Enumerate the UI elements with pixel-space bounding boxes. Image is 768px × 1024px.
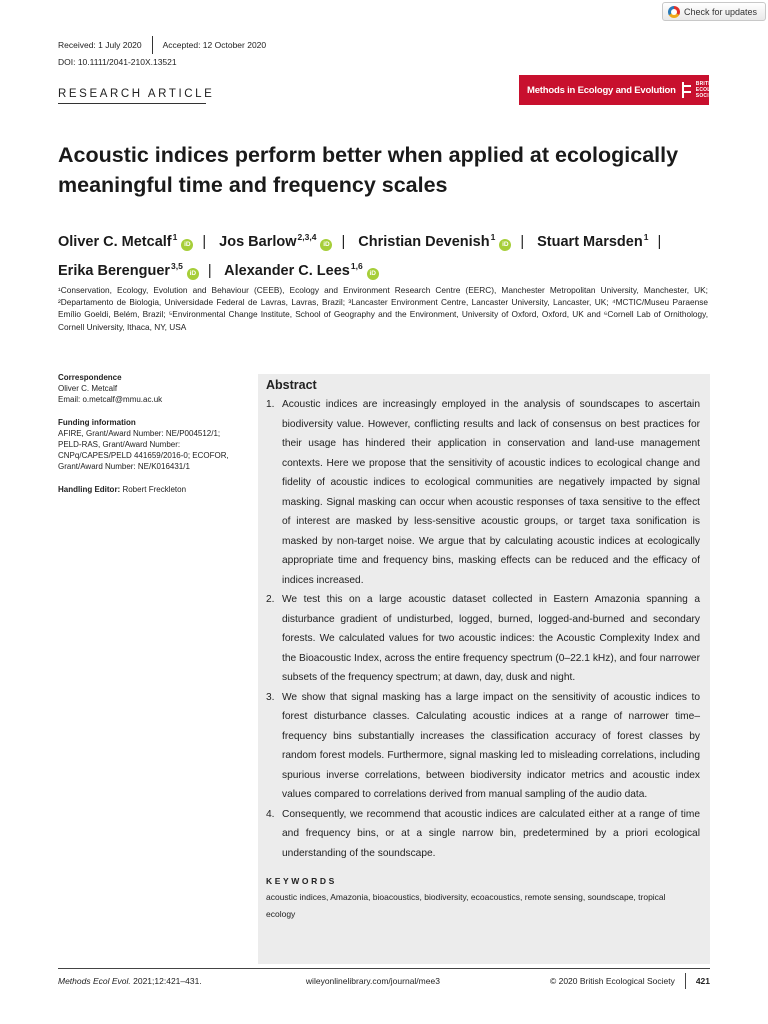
abstract-heading: Abstract (266, 378, 317, 392)
abstract-item-text: Acoustic indices are increasingly employed in the analysis of soundscapes to ascertain biodiversity value. However, conflicting results and lack of consensus on best practices for their usage has hindered their application in conservation and land-use management contexts. Here we propose that the sensitivity of acoustic indices to ecological change and fidelity of acoustic indices to ecological communities are negatively impacted by signal masking. Signal masking can occur when acoustic responses of taxa sensitive to the effect of interest are masked by less-sensitive acoustic groups, or target taxa sonification is masked by non-target noise. We argue that by calculating acoustic indices at ecologically appropriate time and frequency bins, masking effects can be reduced and the efficacy of indices increased. (282, 399, 700, 586)
correspondence-name: Oliver C. Metcalf (58, 384, 118, 394)
accepted-date: Accepted: 12 October 2020 (162, 40, 267, 50)
abstract-item (266, 395, 702, 590)
check-for-updates-button[interactable] (662, 2, 766, 21)
article-info-sidebar (58, 372, 230, 506)
funding-text: AFIRE, Grant/Award Number: NE/P004512/1; PELD-RAS, Grant/Award Number: CNPq/CAPES/PELD 441659/2016-0; ECOFOR, Grant/Award Number: NE/K016431/1 (58, 428, 229, 472)
orcid-icon[interactable]: iD (499, 239, 511, 251)
author-affiliation-sup: 1 (490, 232, 496, 242)
author-2[interactable] (358, 234, 511, 250)
footer-copyright: © 2020 British Ecological Society (549, 976, 675, 986)
author-4[interactable] (58, 263, 199, 279)
author-5[interactable] (224, 263, 379, 279)
date-separator (152, 36, 153, 54)
editor-block (58, 484, 230, 495)
page-number: 421 (695, 976, 710, 986)
received-accepted-dates (58, 36, 266, 54)
orcid-icon[interactable]: iD (187, 268, 199, 280)
author-3[interactable] (537, 234, 648, 250)
funding-heading: Funding information (58, 417, 136, 427)
journal-name: Methods in Ecology and Evolution (527, 84, 676, 96)
author-1[interactable] (219, 234, 332, 250)
footer-separator (685, 973, 686, 989)
doi[interactable]: DOI: 10.1111/2041-210X.13521 (58, 57, 177, 67)
author-affiliation-sup: 1,6 (350, 261, 363, 271)
article-type: RESEARCH ARTICLE (58, 88, 215, 100)
editor-heading: Handling Editor: (58, 484, 121, 494)
author-separator: | (657, 234, 662, 250)
correspondence-heading: Correspondence (58, 373, 122, 382)
abstract-item-number: 1. (266, 399, 275, 410)
author-separator: | (341, 234, 346, 250)
abstract-item-text: Consequently, we recommend that acoustic indices are calculated either at a range of time and frequency bins, or at a single narrow bin, predetermined by a priori ecological understanding of the soundscape. (282, 808, 700, 859)
abstract-item-text: We show that signal masking has a large impact on the sensitivity of acoustic indices to forest disturbance classes. Calculating acoustic indices at a range of narrower time–frequency bins substantially increases the classification accuracy of forest classes by random forest models. Furthermore, signal masking led to misleading correlations, including spurious inverse correlations, between biodiversity indicator metrics and acoustic index values compared to correlations derived from manual sampling of the audio data. (282, 691, 700, 800)
editor-name: Robert Freckleton (122, 484, 187, 494)
abstract-item-number: 2. (266, 594, 275, 605)
page-footer (58, 973, 710, 989)
crossmark-icon (668, 6, 680, 18)
society-name (696, 81, 731, 99)
author-separator: | (207, 263, 212, 279)
keywords-text: acoustic indices, Amazonia, bioacoustics, biodiversity, ecoacoustics, remote sensing, soundscape, tropical ecology (266, 892, 666, 919)
society-line-1: BRITISH (695, 81, 718, 87)
author-name: Jos Barlow (219, 234, 297, 250)
orcid-icon[interactable]: iD (320, 239, 332, 251)
article-title: Acoustic indices perform better when applied at ecologically meaningful time and frequency scales (58, 143, 679, 197)
orcid-icon[interactable]: iD (367, 268, 379, 280)
abstract-list (266, 395, 702, 863)
footer-url[interactable]: wileyonlinelibrary.com/journal/mee3 (305, 976, 440, 986)
abstract-box (258, 374, 710, 964)
correspondence-email[interactable]: Email: o.metcalf@mmu.ac.uk (58, 395, 163, 405)
author-separator: | (520, 234, 525, 250)
abstract-item (266, 688, 702, 805)
author-separator: | (202, 234, 207, 250)
abstract-item-number: 3. (266, 691, 275, 703)
abstract-item-text: We test this on a large acoustic dataset collected in Eastern Amazonia spanning a disturbance gradient of undisturbed, logged, burned, logged-and-burned and secondary forests. We calculated values for two acoustic indices: the Acoustic Complexity Index and the Bioacoustic Index, across the entire frequency spectrum (0–22.1 kHz), and four narrower subsets of the frequency spectrum; at dawn, day, dusk and night. (282, 594, 700, 683)
author-name: Alexander C. Lees (224, 263, 350, 279)
author-name: Stuart Marsden (537, 234, 643, 250)
society-line-3: SOCIETY (695, 93, 720, 99)
check-for-updates-label: Check for updates (684, 6, 758, 17)
footer-rule (58, 968, 710, 969)
article-type-rule (58, 103, 206, 104)
author-name: Oliver C. Metcalf (58, 234, 172, 250)
society-line-2: ECOLOGICAL (695, 87, 732, 93)
orcid-icon[interactable]: iD (181, 239, 193, 251)
affiliations: ¹Conservation, Ecology, Evolution and Behaviour (CEEB), Ecology and Environment Research Centre (EERC), Manchester Metropolitan University, Manchester, UK; ²Departamento de Biologia, Universidade Federal de Lavras, Lavras, Brazil; ³Lancaster Environment Centre, Lancaster University, Lancaster, UK; ⁴MCTIC/Museu Paraense Emílio Goeldi, Belém, Brazil; ⁵Environmental Change Institute, School of Geography and the Environment, University of Oxford, Oxford, UK and ⁶Cornell Lab of Ornithology, Cornell University, Ithaca, NY, USA (58, 285, 708, 332)
author-0[interactable] (58, 234, 193, 250)
keywords-heading: KEYWORDS (266, 876, 337, 886)
author-affiliation-sup: 1 (643, 232, 649, 242)
author-affiliation-sup: 2,3,4 (297, 232, 317, 242)
abstract-item-number: 4. (266, 808, 275, 820)
author-name: Erika Berenguer (58, 263, 171, 279)
funding-block (58, 417, 230, 473)
correspondence-block (58, 372, 230, 406)
footer-volume-pages: 2021;12:421–431. (130, 976, 202, 986)
author-affiliation-sup: 1 (172, 232, 178, 242)
author-list (58, 225, 708, 283)
footer-citation (58, 976, 306, 986)
author-affiliation-sup: 3,5 (171, 261, 183, 271)
received-date: Received: 1 July 2020 (58, 40, 142, 50)
abstract-item (266, 805, 702, 864)
author-name: Christian Devenish (358, 234, 490, 250)
bes-logo-icon (682, 82, 692, 98)
footer-journal-abbrev: Methods Ecol Evol. (58, 976, 131, 986)
journal-logo[interactable] (519, 75, 732, 105)
abstract-item (266, 590, 702, 688)
